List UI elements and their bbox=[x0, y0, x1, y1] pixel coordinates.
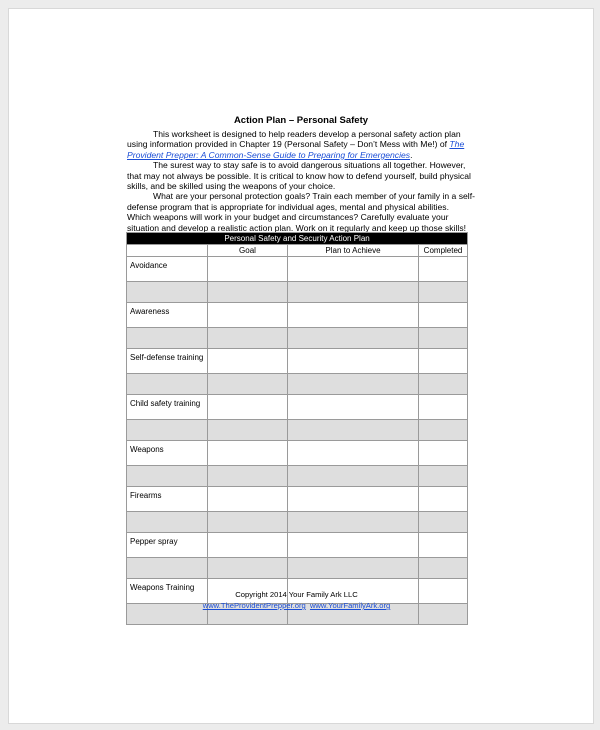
goal-cell bbox=[208, 512, 288, 533]
category-label: Self-defense training bbox=[127, 349, 208, 374]
table-row-shaded bbox=[127, 328, 468, 349]
table-row-shaded bbox=[127, 466, 468, 487]
category-label: Weapons Training bbox=[127, 579, 208, 604]
table-row bbox=[127, 395, 468, 420]
goal-cell bbox=[208, 282, 288, 303]
table-row-shaded bbox=[127, 512, 468, 533]
document-title: Action Plan – Personal Safety bbox=[233, 115, 369, 126]
completed-cell bbox=[419, 257, 468, 282]
goal-cell bbox=[208, 533, 288, 558]
table-row-shaded bbox=[127, 374, 468, 395]
goals-paragraph: What are your personal protection goals? Train each member of your family in a self-defense program that is appropriate for individual ages, mental and physical abilities. Which weapons will work in your budget and circumstances? Carefully evaluate your situation and develop a realistic action plan. Work on it regularly and keep up those skills! bbox=[127, 191, 475, 233]
header-completed: Completed bbox=[419, 245, 468, 257]
goal-cell bbox=[208, 257, 288, 282]
category-label: Avoidance bbox=[127, 257, 208, 282]
category-cell bbox=[127, 466, 208, 487]
footer-links bbox=[126, 600, 467, 611]
table-title-row bbox=[127, 233, 468, 245]
category-label: Child safety training bbox=[127, 395, 208, 420]
completed-cell bbox=[419, 466, 468, 487]
goal-cell bbox=[208, 466, 288, 487]
table-row-shaded bbox=[127, 420, 468, 441]
plan-cell bbox=[288, 349, 419, 374]
goal-cell bbox=[208, 420, 288, 441]
goal-cell bbox=[208, 349, 288, 374]
plan-cell bbox=[288, 487, 419, 512]
goal-cell bbox=[208, 328, 288, 349]
plan-cell bbox=[288, 466, 419, 487]
table-body bbox=[127, 257, 468, 625]
header-plan: Plan to Achieve bbox=[288, 245, 419, 257]
table-row bbox=[127, 533, 468, 558]
completed-cell bbox=[419, 328, 468, 349]
plan-cell bbox=[288, 512, 419, 533]
footer bbox=[126, 589, 467, 611]
completed-cell bbox=[419, 349, 468, 374]
goal-cell bbox=[208, 303, 288, 328]
table-title: Personal Safety and Security Action Plan bbox=[127, 233, 468, 245]
plan-cell bbox=[288, 420, 419, 441]
intro-text: This worksheet is designed to help readers develop a personal safety action plan using information provided in Chapter 19 (Personal Safety – Don’t Mess with Me!) of bbox=[127, 129, 461, 150]
table-row-shaded bbox=[127, 558, 468, 579]
completed-cell bbox=[419, 533, 468, 558]
table-row bbox=[127, 303, 468, 328]
intro-paragraph bbox=[127, 129, 475, 160]
goal-cell bbox=[208, 558, 288, 579]
action-plan-table bbox=[126, 232, 468, 625]
table-header-row bbox=[127, 245, 468, 257]
category-label: Firearms bbox=[127, 487, 208, 512]
category-label: Weapons bbox=[127, 441, 208, 466]
completed-cell bbox=[419, 374, 468, 395]
goal-cell bbox=[208, 487, 288, 512]
copyright-text: Copyright 2014 Your Family Ark LLC bbox=[235, 590, 358, 599]
completed-cell bbox=[419, 441, 468, 466]
table-row bbox=[127, 441, 468, 466]
plan-cell bbox=[288, 374, 419, 395]
book-link[interactable]: The Provident Prepper: A Common-Sense Guide to Preparing for Emergencies bbox=[127, 139, 465, 160]
provident-prepper-link[interactable]: www.TheProvidentPrepper.org bbox=[202, 601, 306, 610]
table-row-shaded bbox=[127, 282, 468, 303]
completed-cell bbox=[419, 303, 468, 328]
category-cell bbox=[127, 420, 208, 441]
plan-cell bbox=[288, 328, 419, 349]
plan-cell bbox=[288, 533, 419, 558]
category-cell bbox=[127, 282, 208, 303]
completed-cell bbox=[419, 487, 468, 512]
plan-cell bbox=[288, 395, 419, 420]
table-row bbox=[127, 349, 468, 374]
plan-cell bbox=[288, 441, 419, 466]
plan-cell bbox=[288, 558, 419, 579]
category-cell bbox=[127, 558, 208, 579]
completed-cell bbox=[419, 558, 468, 579]
goal-cell bbox=[208, 441, 288, 466]
category-cell bbox=[127, 374, 208, 395]
goal-cell bbox=[208, 374, 288, 395]
goal-cell bbox=[208, 395, 288, 420]
category-label: Awareness bbox=[127, 303, 208, 328]
table-row bbox=[127, 257, 468, 282]
plan-cell bbox=[288, 303, 419, 328]
document-body bbox=[127, 115, 475, 233]
header-category bbox=[127, 245, 208, 257]
category-label: Pepper spray bbox=[127, 533, 208, 558]
category-cell bbox=[127, 328, 208, 349]
completed-cell bbox=[419, 395, 468, 420]
completed-cell bbox=[419, 420, 468, 441]
completed-cell bbox=[419, 282, 468, 303]
header-goal: Goal bbox=[208, 245, 288, 257]
category-cell bbox=[127, 512, 208, 533]
intro-text-end: . bbox=[410, 149, 413, 160]
family-ark-link[interactable]: www.YourFamilyArk.org bbox=[309, 601, 391, 610]
plan-cell bbox=[288, 282, 419, 303]
table-row bbox=[127, 487, 468, 512]
safety-paragraph: The surest way to stay safe is to avoid dangerous situations all together. However, that may not always be possible. It is critical to know how to defend yourself, build physical skills, and be skilled using the weapons of your choice. bbox=[127, 160, 471, 192]
completed-cell bbox=[419, 512, 468, 533]
plan-cell bbox=[288, 257, 419, 282]
